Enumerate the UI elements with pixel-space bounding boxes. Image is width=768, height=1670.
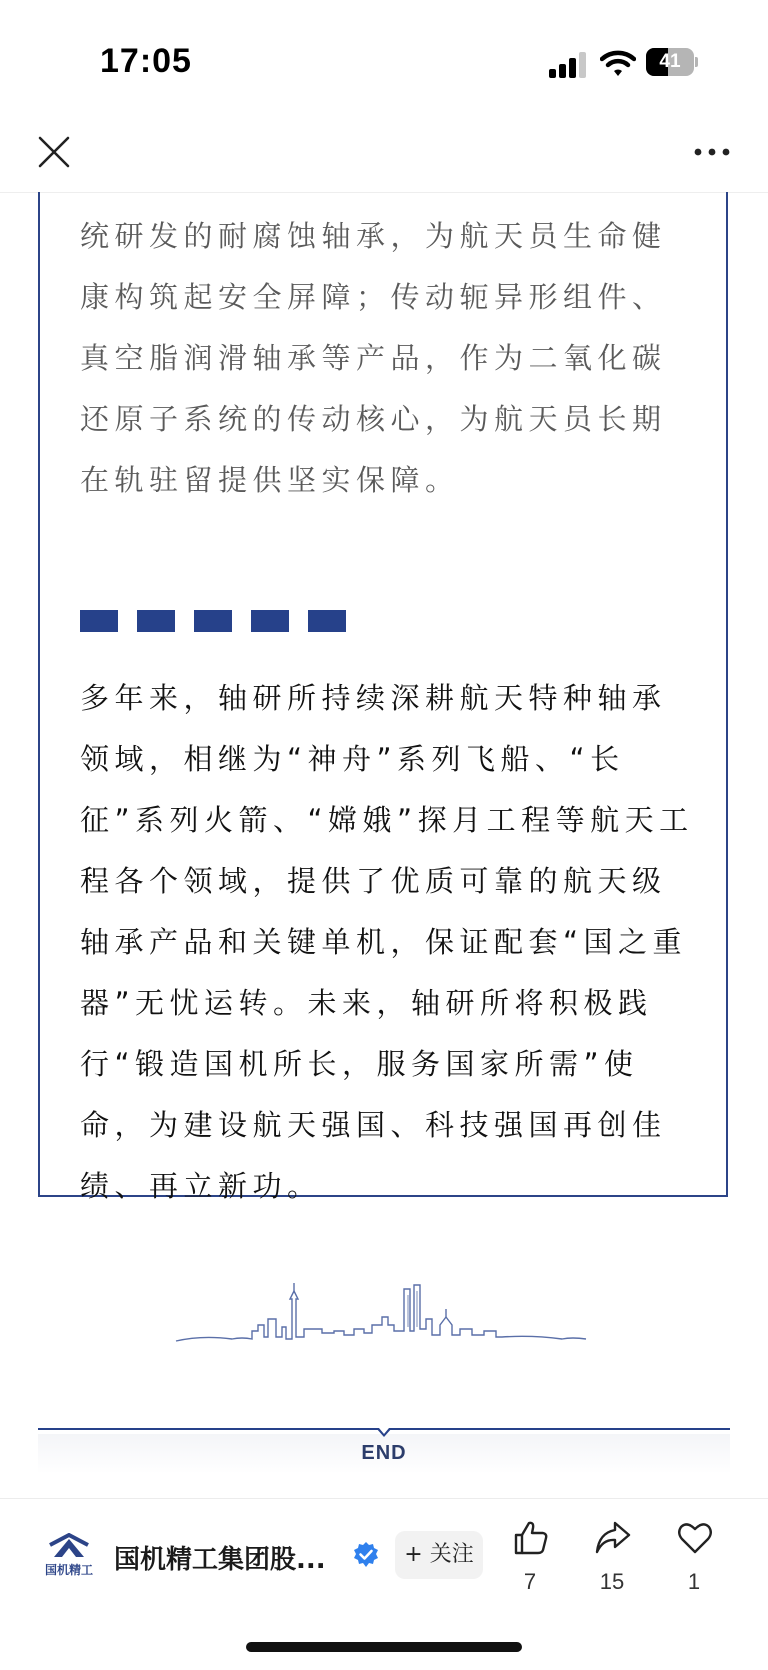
home-indicator[interactable] — [246, 1642, 522, 1652]
bottom-action-bar — [0, 1498, 768, 1619]
decorative-squares — [80, 610, 350, 632]
favorite-count: 1 — [687, 1569, 701, 1594]
thumbs-up-icon — [512, 1519, 550, 1557]
end-divider — [38, 1428, 730, 1472]
close-icon — [32, 130, 76, 174]
more-options-button[interactable] — [690, 134, 734, 170]
article-content-box — [38, 192, 728, 1203]
share-arrow-icon — [594, 1519, 632, 1557]
follow-button[interactable]: + 关注 — [395, 1531, 483, 1579]
favorite-button[interactable] — [664, 1519, 724, 1599]
city-skyline-illustration — [172, 1265, 592, 1345]
nav-bar — [0, 120, 768, 193]
logo-text: 国机精工 — [44, 1563, 93, 1577]
account-logo[interactable] — [40, 1533, 98, 1579]
close-button[interactable] — [32, 130, 76, 174]
like-button[interactable] — [500, 1519, 560, 1599]
verified-badge-icon — [352, 1541, 380, 1569]
heart-icon — [676, 1519, 714, 1557]
article-paragraph-2: 多年来，轴研所持续深耕航天特种轴承领域，相继为“神舟”系列飞船、“长征”系列火箭、“嫦娥”探月工程等航天工程各个领域，提供了优质可靠的航天级轴承产品和关键单机，保证配套“国之重器”无忧运转。未来，轴研所将积极践行“锻造国机所长，服务国家所需”使命，为建设航天强国、科技强国再创佳绩、再立新功。 — [80, 681, 694, 1203]
battery-icon — [646, 48, 698, 76]
wifi-icon — [600, 48, 636, 78]
status-time: 17:05 — [100, 42, 192, 80]
battery-level: 41 — [659, 51, 681, 72]
company-logo-icon — [40, 1533, 98, 1561]
cellular-signal-icon — [549, 52, 589, 78]
end-label: END — [361, 1442, 407, 1464]
share-button[interactable] — [582, 1519, 642, 1599]
article-paragraph-1: 统研发的耐腐蚀轴承，为航天员生命健康构筑起安全屏障；传动轭异形组件、真空脂润滑轴承等产品，作为二氧化碳还原子系统的传动核心，为航天员长期在轨驻留提供坚实保障。 — [80, 219, 667, 497]
like-count: 7 — [523, 1569, 537, 1594]
account-name[interactable]: 国机精工集团股... — [114, 1545, 326, 1575]
status-bar — [0, 0, 768, 120]
more-dots-icon — [690, 134, 734, 170]
share-count: 15 — [599, 1569, 625, 1594]
end-notch-icon — [376, 1428, 392, 1438]
